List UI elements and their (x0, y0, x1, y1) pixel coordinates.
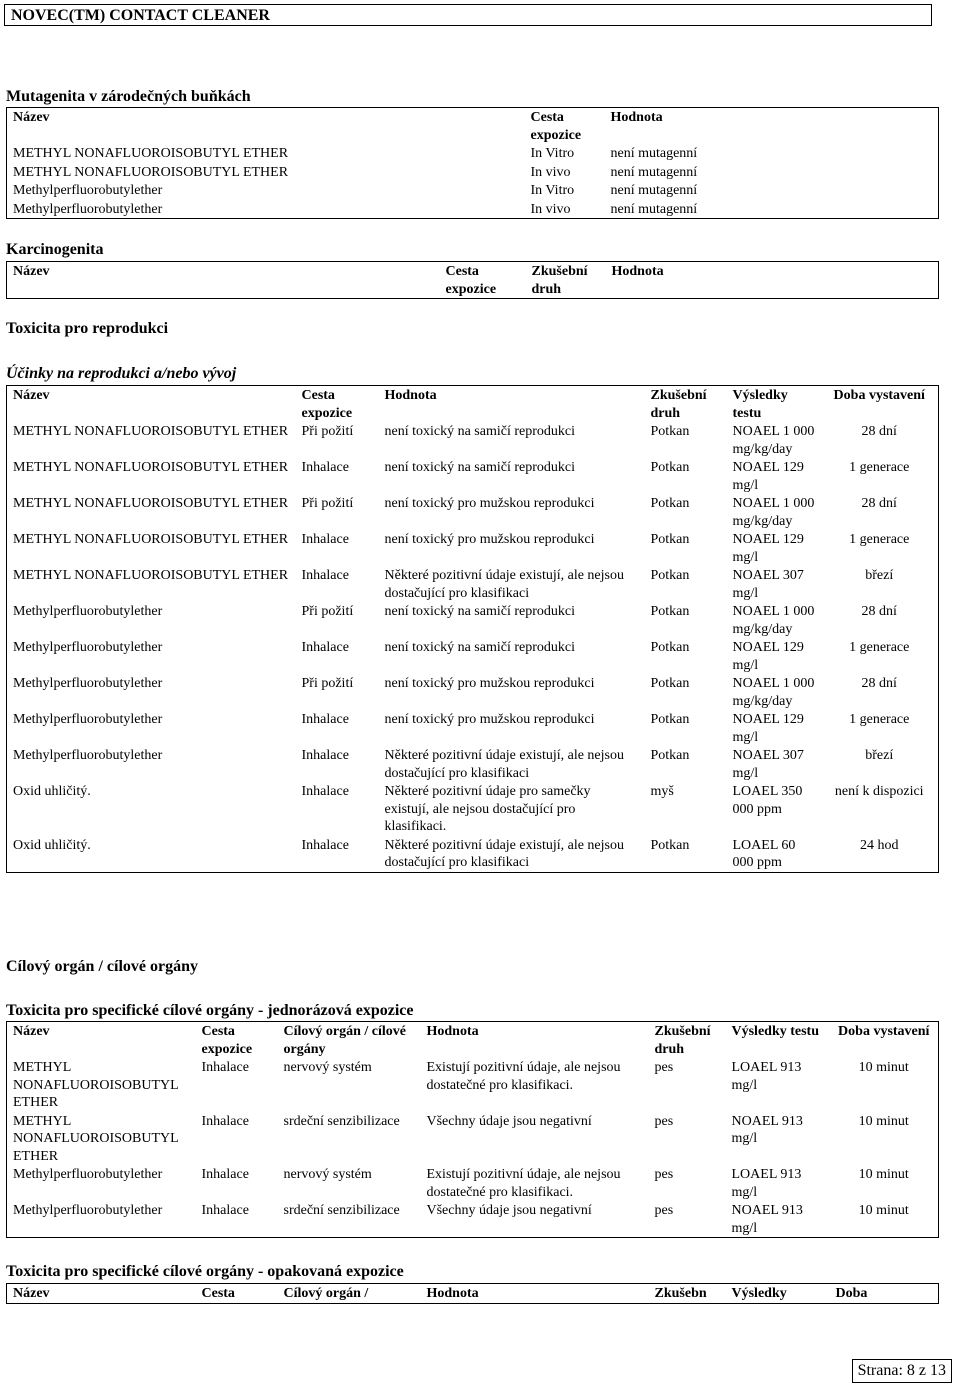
column-header: Zkušební druh (650, 388, 707, 421)
carcinogenicity-heading: Karcinogenita (6, 241, 104, 258)
table-cell: myš (650, 784, 674, 799)
reproductive-subheading: Účinky na reprodukci a/nebo vývoj (6, 365, 237, 382)
table-cell: Potkan (650, 837, 690, 853)
table-cell: NOAEL 129 mg/l (732, 712, 804, 745)
table-cell: 28 dní (861, 424, 897, 439)
table-cell: není mutagenní (610, 146, 698, 161)
table-cell: Potkan (650, 640, 690, 655)
mutagenicity-heading: Mutagenita v zárodečných buňkách (6, 88, 251, 105)
column-header: Název (13, 264, 50, 279)
column-header: Cesta expozice (301, 388, 353, 421)
column-header: Cesta (201, 1286, 235, 1301)
table-cell: Inhalace (201, 1060, 249, 1075)
table-cell: není toxický na samičí reprodukci (384, 604, 575, 619)
table-cell: Inhalace (301, 532, 349, 547)
table-cell: pes (654, 1113, 674, 1129)
table-cell: In vivo (530, 201, 571, 217)
table-cell: 10 minut (858, 1113, 909, 1129)
table-cell: Potkan (650, 532, 690, 547)
table-cell: 1 generace (849, 460, 910, 475)
table-cell: Potkan (650, 712, 690, 727)
table-cell: NOAEL 129 mg/l (732, 640, 804, 673)
table-cell: není toxický pro mužskou reprodukci (384, 712, 595, 727)
column-header: Název (13, 388, 50, 403)
stot-single-row (7, 1058, 939, 1112)
column-header: Zkušební druh (654, 1024, 711, 1057)
table-cell: není toxický pro mužskou reprodukci (384, 676, 595, 691)
column-header: Cesta expozice (530, 110, 582, 143)
table-cell: není toxický pro mužskou reprodukci (384, 532, 595, 547)
table-cell: Methylperfluorobutylether (13, 201, 163, 217)
reproductive-row (7, 836, 939, 873)
stot-repeated-heading: Toxicita pro specifické cílové orgány - opakovaná expozice (6, 1263, 404, 1280)
table-cell: LOAEL 60 000 ppm (732, 837, 796, 870)
table-cell: NOAEL 307 mg/l (732, 748, 804, 781)
reproductive-row (7, 674, 939, 710)
column-header: Výsledky testu (731, 1024, 820, 1039)
table-cell: 10 minut (858, 1167, 909, 1182)
table-cell: Potkan (650, 748, 690, 763)
page-number-footer (852, 1359, 952, 1383)
target-organs-heading: Cílový orgán / cílové orgány (6, 958, 198, 975)
column-header: Hodnota (426, 1024, 479, 1039)
table-cell: srdeční senzibilizace (283, 1203, 400, 1218)
table-cell: Při požití (301, 424, 354, 439)
page-total: 13 (930, 1362, 946, 1379)
reproductive-heading: Toxicita pro reprodukci (6, 320, 169, 337)
mutagenicity-row (7, 144, 939, 163)
reproductive-row (7, 566, 939, 602)
mutagenicity-table (6, 107, 939, 219)
table-cell: METHYL NONAFLUOROISOBUTYL ETHER (13, 1113, 179, 1164)
table-cell: není mutagenní (610, 201, 698, 217)
table-cell: 1 generace (849, 640, 910, 655)
table-cell: 28 dní (861, 676, 897, 691)
table-cell: LOAEL 913 mg/l (731, 1060, 802, 1093)
table-cell: Inhalace (201, 1167, 249, 1182)
reproductive-row (7, 422, 939, 458)
page-label: Strana: (857, 1362, 903, 1379)
table-cell: Inhalace (301, 837, 349, 853)
reproductive-row (7, 602, 939, 638)
column-header: Cesta expozice (445, 264, 497, 297)
table-cell: březí (865, 568, 894, 583)
carcinogenicity-table (6, 261, 939, 299)
column-header: Hodnota (426, 1286, 479, 1301)
table-cell: nervový systém (283, 1060, 372, 1075)
table-cell: srdeční senzibilizace (283, 1113, 400, 1129)
table-cell: Inhalace (201, 1113, 249, 1129)
table-cell: Methylperfluorobutylether (13, 604, 163, 619)
table-cell: METHYL NONAFLUOROISOBUTYL ETHER (13, 1060, 179, 1110)
column-header: Hodnota (611, 264, 664, 279)
column-header: Název (13, 1286, 50, 1301)
table-cell: Methylperfluorobutylether (13, 183, 163, 198)
column-header: Hodnota (610, 110, 663, 125)
table-cell: Methylperfluorobutylether (13, 676, 163, 691)
page-current: 8 (906, 1362, 915, 1379)
table-header-row (7, 1284, 939, 1304)
table-cell: In Vitro (530, 146, 575, 161)
table-cell: METHYL NONAFLUOROISOBUTYL ETHER (13, 496, 289, 511)
table-cell: Inhalace (301, 640, 349, 655)
column-header: Název (13, 110, 50, 125)
reproductive-row (7, 530, 939, 566)
table-cell: 10 minut (858, 1203, 909, 1218)
table-cell: Existují pozitivní údaje, ale nejsou dostatečné pro klasifikaci. (426, 1167, 621, 1200)
table-cell: Oxid uhličitý. (13, 784, 91, 799)
table-cell: 28 dní (861, 604, 897, 619)
mutagenicity-row (7, 163, 939, 182)
table-cell: Methylperfluorobutylether (13, 1167, 163, 1182)
column-header: Hodnota (384, 388, 437, 403)
stot-single-row (7, 1165, 939, 1201)
table-cell: NOAEL 1 000 mg/kg/day (732, 496, 815, 529)
column-header: Zkušební druh (531, 264, 588, 297)
table-cell: 10 minut (858, 1060, 909, 1075)
stot-single-row (7, 1201, 939, 1238)
table-cell: 28 dní (861, 496, 897, 511)
table-cell: NOAEL 913 mg/l (731, 1113, 803, 1146)
table-cell: není toxický pro mužskou reprodukci (384, 496, 595, 511)
table-cell: METHYL NONAFLUOROISOBUTYL ETHER (13, 424, 289, 439)
table-cell: Některé pozitivní údaje pro samečky existují, ale nejsou dostačující pro klasifikaci. (384, 784, 591, 834)
table-cell: Některé pozitivní údaje existují, ale nejsou dostačující pro klasifikaci (384, 568, 624, 601)
table-cell: Všechny údaje jsou negativní (426, 1203, 592, 1218)
column-header: Výsledky (731, 1286, 787, 1301)
table-cell: není mutagenní (610, 164, 698, 180)
table-cell: Při požití (301, 496, 354, 511)
reproductive-row (7, 746, 939, 782)
table-cell: LOAEL 913 mg/l (731, 1167, 802, 1200)
reproductive-row (7, 458, 939, 494)
table-cell: Některé pozitivní údaje existují, ale nejsou dostačující pro klasifikaci (384, 837, 624, 870)
reproductive-row (7, 710, 939, 746)
table-header-row (7, 108, 939, 145)
table-cell: METHYL NONAFLUOROISOBUTYL ETHER (13, 146, 289, 161)
table-cell: In Vitro (530, 183, 575, 198)
column-header: Doba vystavení (838, 1024, 930, 1039)
table-cell: NOAEL 1 000 mg/kg/day (732, 604, 815, 637)
table-cell: Při požití (301, 604, 354, 619)
table-cell: Inhalace (201, 1203, 249, 1218)
table-cell: není mutagenní (610, 183, 698, 198)
table-cell: Existují pozitivní údaje, ale nejsou dostatečné pro klasifikaci. (426, 1060, 621, 1093)
table-cell: Potkan (650, 676, 690, 691)
document-title: NOVEC(TM) CONTACT CLEANER (11, 7, 270, 24)
column-header: Výsledky testu (732, 388, 788, 421)
table-cell: Potkan (650, 424, 690, 439)
reproductive-table (6, 385, 939, 873)
table-cell: není k dispozici (834, 784, 924, 799)
table-cell: Methylperfluorobutylether (13, 1203, 163, 1218)
table-cell: Některé pozitivní údaje existují, ale nejsou dostačující pro klasifikaci (384, 748, 624, 781)
table-cell: Inhalace (301, 784, 349, 799)
table-header-row (7, 262, 939, 299)
column-header: Cílový orgán / cílové orgány (283, 1024, 406, 1057)
table-cell: Methylperfluorobutylether (13, 748, 163, 763)
table-cell: In vivo (530, 164, 571, 180)
document-header-box (4, 4, 932, 26)
column-header: Název (13, 1024, 50, 1039)
table-cell: Methylperfluorobutylether (13, 712, 163, 727)
table-cell: METHYL NONAFLUOROISOBUTYL ETHER (13, 460, 289, 475)
stot-single-table (6, 1021, 939, 1238)
table-cell: METHYL NONAFLUOROISOBUTYL ETHER (13, 164, 289, 180)
table-cell: METHYL NONAFLUOROISOBUTYL ETHER (13, 532, 289, 547)
table-cell: NOAEL 1 000 mg/kg/day (732, 424, 815, 457)
reproductive-row (7, 638, 939, 674)
reproductive-row (7, 782, 939, 836)
table-cell: pes (654, 1203, 674, 1218)
stot-single-heading: Toxicita pro specifické cílové orgány - jednorázová expozice (6, 1002, 414, 1019)
table-cell: Potkan (650, 604, 690, 619)
table-cell: 24 hod (860, 837, 899, 853)
table-cell: Inhalace (301, 748, 349, 763)
table-cell: pes (654, 1060, 674, 1075)
table-cell: 1 generace (849, 712, 910, 727)
table-cell: není toxický na samičí reprodukci (384, 424, 575, 439)
page-of-label: z (918, 1362, 926, 1379)
table-cell: nervový systém (283, 1167, 372, 1182)
table-cell: NOAEL 129 mg/l (732, 460, 804, 493)
table-cell: NOAEL 129 mg/l (732, 532, 804, 565)
table-cell: NOAEL 1 000 mg/kg/day (732, 676, 815, 709)
table-cell: Oxid uhličitý. (13, 837, 91, 853)
column-header: Cesta expozice (201, 1024, 253, 1057)
table-cell: není toxický na samičí reprodukci (384, 460, 575, 475)
table-cell: Všechny údaje jsou negativní (426, 1113, 592, 1129)
table-cell: Inhalace (301, 460, 349, 475)
table-cell: Potkan (650, 568, 690, 583)
table-cell: NOAEL 913 mg/l (731, 1203, 803, 1236)
table-header-row (7, 386, 939, 423)
table-cell: Inhalace (301, 568, 349, 583)
table-cell: březí (865, 748, 894, 763)
table-cell: Methylperfluorobutylether (13, 640, 163, 655)
table-cell: Inhalace (301, 712, 349, 727)
column-header: Doba (835, 1286, 868, 1301)
stot-repeated-table (6, 1283, 939, 1304)
mutagenicity-row (7, 181, 939, 200)
table-cell: Potkan (650, 496, 690, 511)
table-cell: Při požití (301, 676, 354, 691)
table-cell: LOAEL 350 000 ppm (732, 784, 803, 817)
table-cell: METHYL NONAFLUOROISOBUTYL ETHER (13, 568, 289, 583)
table-cell: Potkan (650, 460, 690, 475)
mutagenicity-row (7, 200, 939, 219)
table-cell: 1 generace (849, 532, 910, 547)
table-cell: pes (654, 1167, 674, 1182)
table-cell: NOAEL 307 mg/l (732, 568, 804, 601)
column-header: Zkušebn (654, 1286, 707, 1301)
column-header: Doba vystavení (833, 388, 925, 403)
stot-single-row (7, 1112, 939, 1166)
table-cell: není toxický na samičí reprodukci (384, 640, 575, 655)
reproductive-row (7, 494, 939, 530)
column-header: Cílový orgán / (283, 1286, 369, 1301)
table-header-row (7, 1022, 939, 1059)
